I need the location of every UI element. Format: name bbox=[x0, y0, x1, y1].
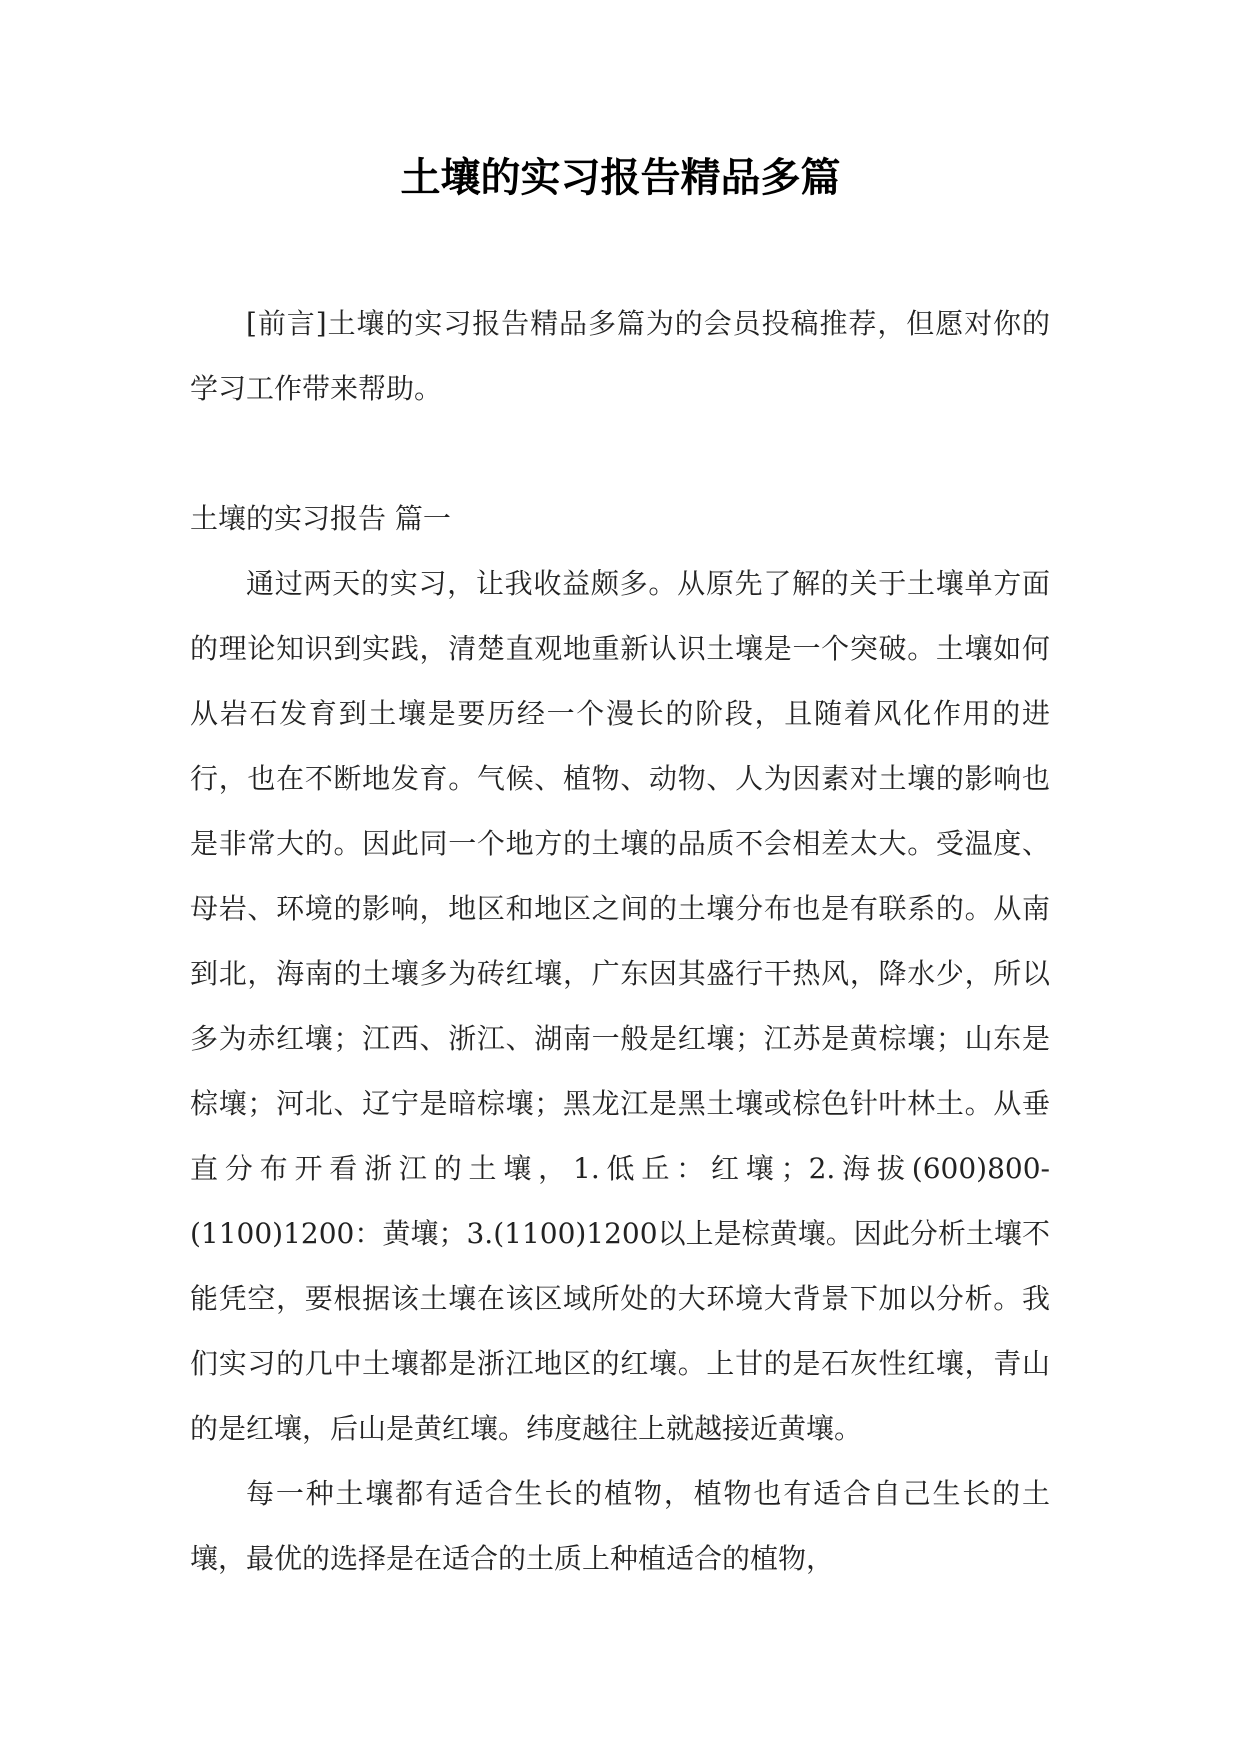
document-body bbox=[190, 291, 1050, 1591]
body-paragraph-2: 每一种土壤都有适合生长的植物，植物也有适合自己生长的土壤，最优的选择是在适合的土质上种植适合的植物， bbox=[190, 1477, 1050, 1575]
document-title: 土壤的实习报告精品多篇 bbox=[400, 154, 841, 201]
section-heading: 土壤的实习报告 篇一 bbox=[190, 502, 451, 535]
body-paragraph-1: 通过两天的实习，让我收益颇多。从原先了解的关于土壤单方面的理论知识到实践，清楚直观地重新认识土壤是一个突破。土壤如何从岩石发育到土壤是要历经一个漫长的阶段，且随着风化作用的进行，也在不断地发育。气候、植物、动物、人为因素对土壤的影响也是非常大的。因此同一个地方的土壤的品质不会相差太大。受温度、母岩、环境的影响，地区和地区之间的土壤分布也是有联系的。从南到北，海南的土壤多为砖红壤，广东因其盛行干热风，降水少，所以多为赤红壤；江西、浙江、湖南一般是红壤；江苏是黄棕壤；山东是棕壤；河北、辽宁是暗棕壤；黑龙江是黑土壤或棕色针叶林土。从垂直分布开看浙江的土壤，1.低丘：红壤；2.海拔(600)800-(1100)1200：黄壤；3.(1100)1200以上是棕黄壤。因此分析土壤不能凭空，要根据该土壤在该区域所处的大环境大背景下加以分析。我们实习的几中土壤都是浙江地区的红壤。上甘的是石灰性红壤，青山的是红壤，后山是黄红壤。纬度越往上就越接近黄壤。 bbox=[190, 567, 1050, 1445]
preface-paragraph: [前言]土壤的实习报告精品多篇为的会员投稿推荐，但愿对你的学习工作带来帮助。 bbox=[190, 307, 1050, 405]
